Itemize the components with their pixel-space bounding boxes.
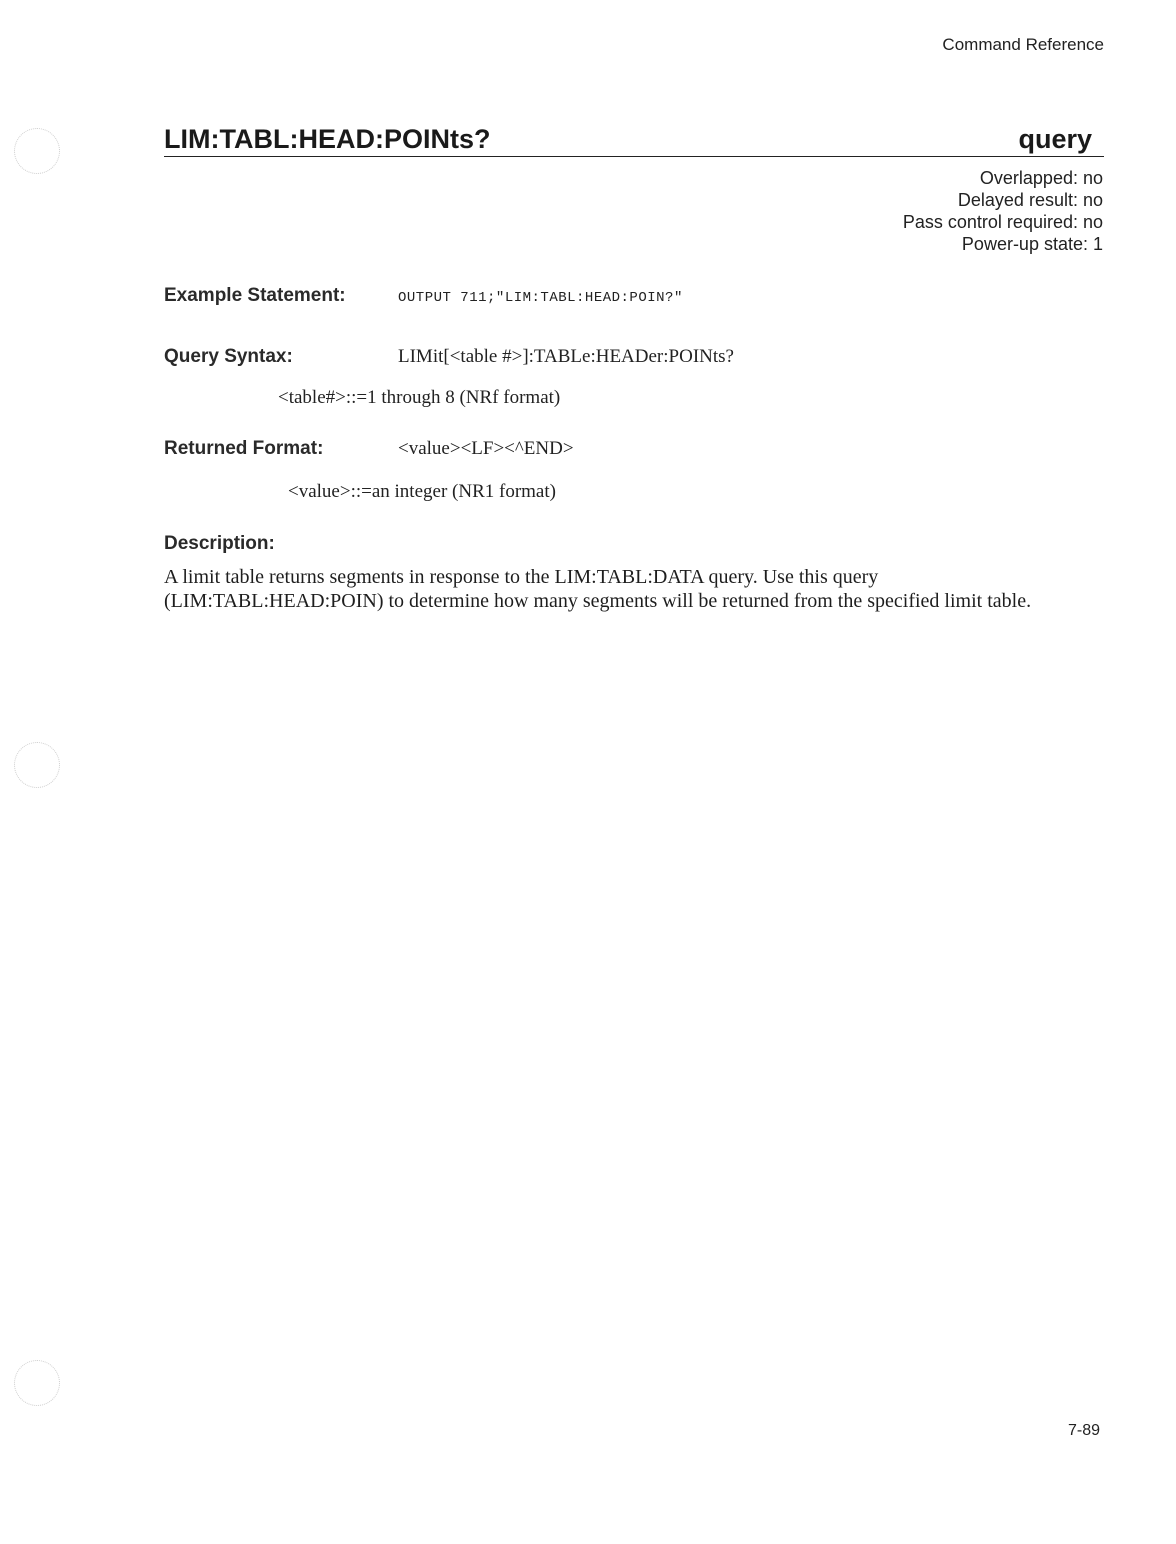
command-kind: query [1018,124,1092,154]
returned-format-value: <value><LF><^END> [398,438,574,459]
property-power-up-state: Power-up state: 1 [961,234,1103,254]
command-title-row [164,120,1104,157]
example-statement-value: OUTPUT 711;"LIM:TABL:HEAD:POIN?" [398,290,683,306]
running-head: Command Reference [942,35,1104,54]
property-overlapped: Overlapped: no [979,168,1103,188]
punch-hole-middle [14,742,60,788]
example-statement-label: Example Statement: [164,285,346,306]
query-syntax-param: <table#>::=1 through 8 (NRf format) [278,387,561,408]
punch-hole-bottom [14,1360,60,1406]
query-syntax-label: Query Syntax: [164,346,293,367]
command-title: LIM:TABL:HEAD:POINts? [164,124,491,154]
property-pass-control: Pass control required: no [902,212,1103,232]
returned-format-param: <value>::=an integer (NR1 format) [288,481,556,502]
command-properties [903,167,1103,255]
description-body: A limit table returns segments in response to the LIM:TABL:DATA query. Use this query (LIM:TABL:HEAD:POIN) to determine how many segments will be returned from the specified limit table. [164,566,1032,612]
page-number: 7-89 [1067,1422,1100,1439]
description-label: Description: [164,533,275,554]
punch-hole-top [14,128,60,174]
property-delayed-result: Delayed result: no [957,190,1103,210]
returned-format-label: Returned Format: [164,438,324,459]
query-syntax-value: LIMit[<table #>]:TABLe:HEADer:POINts? [398,346,734,367]
